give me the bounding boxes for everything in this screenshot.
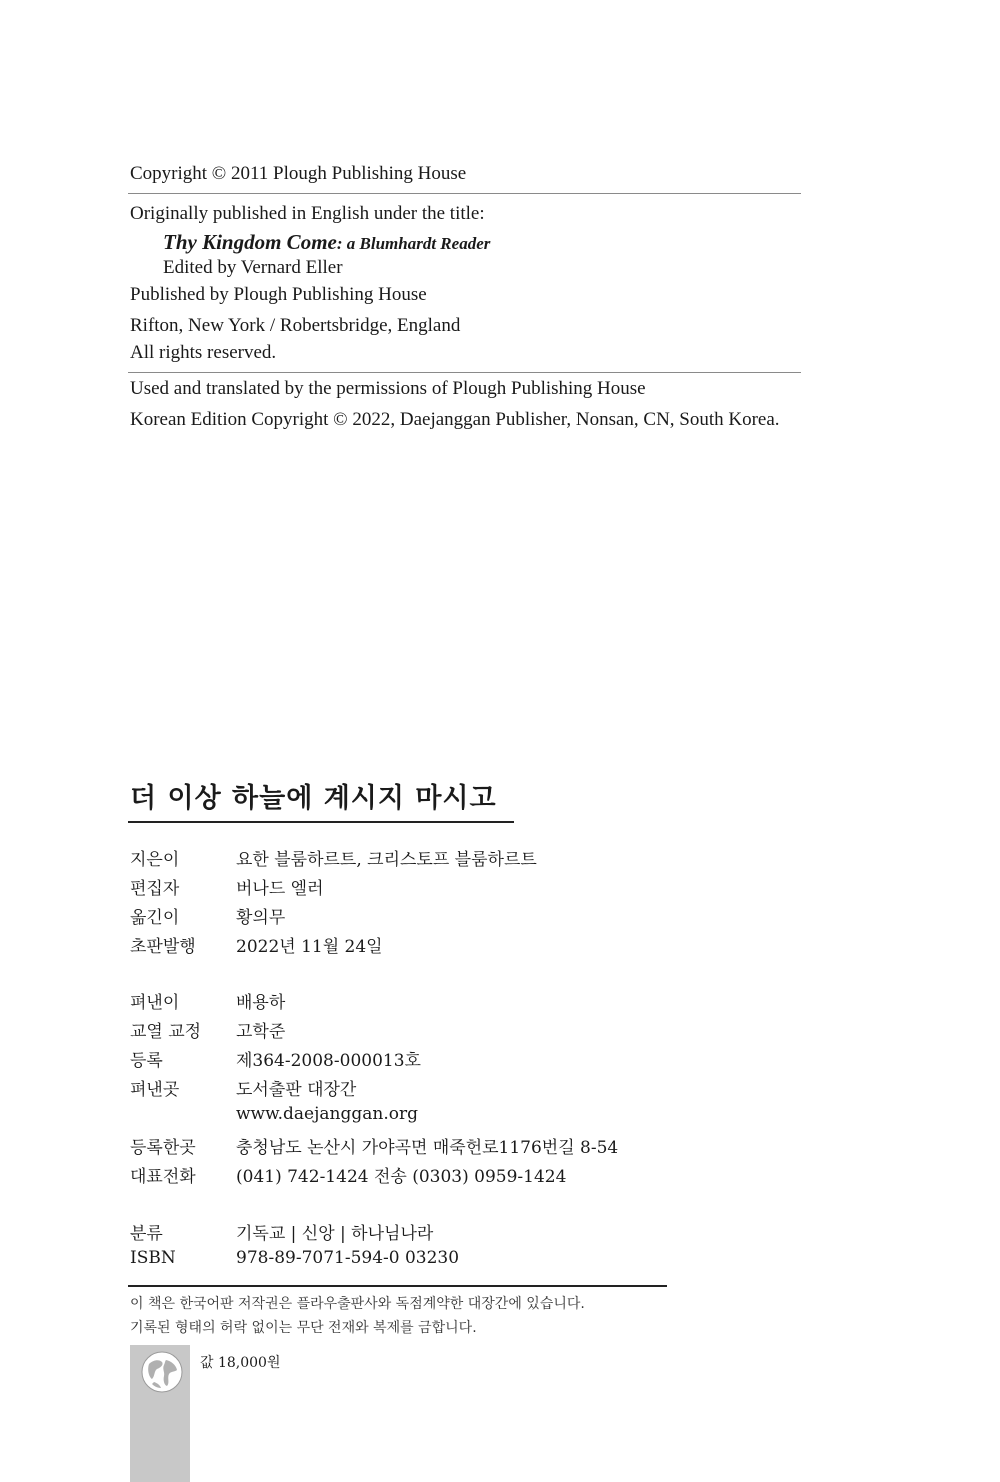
publisher-label: 펴낸이 — [130, 993, 180, 1013]
publisher-website: www.daejanggan.org — [236, 1104, 418, 1124]
credit-label: 초판발행 — [130, 937, 196, 957]
permission-line: Used and translated by the permissions of Plough Publishing House — [130, 378, 646, 399]
publisher-label: 펴낸곳 — [130, 1080, 180, 1100]
divider — [128, 372, 801, 373]
original-title-sub: : a Blumhardt Reader — [336, 234, 491, 253]
globe-logo-icon — [140, 1350, 184, 1394]
credit-label: 편집자 — [130, 879, 180, 899]
credit-value: 버나드 엘러 — [236, 879, 324, 899]
publisher-label: 교열 교정 — [130, 1022, 202, 1042]
divider — [128, 193, 801, 194]
original-title-intro: Originally published in English under the title: — [130, 203, 485, 224]
classification-value: 기독교 | 신앙 | 하나님나라 — [236, 1224, 434, 1244]
copyright-notice-line1: 이 책은 한국어판 저작권은 플라우출판사와 독점계약한 대장간에 있습니다. — [130, 1296, 585, 1312]
publisher-value: 도서출판 대장간 — [236, 1080, 357, 1100]
publisher-value: 제364-2008-000013호 — [236, 1051, 421, 1071]
publisher-value: 배용하 — [236, 993, 286, 1013]
copyright-notice-line2: 기록된 형태의 허락 없이는 무단 전재와 복제를 금합니다. — [130, 1320, 477, 1336]
korean-edition-copyright: Korean Edition Copyright © 2022, Daejanggan Publisher, Nonsan, CN, South Korea. — [130, 409, 780, 430]
credit-value: 2022년 11월 24일 — [236, 937, 383, 957]
published-by: Published by Plough Publishing House — [130, 284, 427, 305]
credit-label: 지은이 — [130, 850, 180, 870]
publisher-label: 대표전화 — [130, 1167, 196, 1187]
isbn-label: ISBN — [130, 1248, 176, 1268]
edited-by: Edited by Vernard Eller — [163, 257, 343, 278]
publisher-location: Rifton, New York / Robertsbridge, England — [130, 315, 461, 336]
original-title-main: Thy Kingdom Come — [163, 230, 337, 254]
price: 값 18,000원 — [200, 1355, 281, 1371]
notice-divider — [128, 1285, 667, 1287]
publisher-value: (041) 742-1424 전송 (0303) 0959-1424 — [236, 1167, 567, 1187]
original-title — [163, 230, 490, 255]
classification-label: 분류 — [130, 1224, 163, 1244]
title-underline — [128, 821, 514, 823]
rights-reserved: All rights reserved. — [130, 342, 277, 363]
publisher-value: 충청남도 논산시 가야곡면 매죽헌로1176번길 8-54 — [236, 1138, 619, 1158]
isbn-value: 978-89-7071-594-0 03230 — [236, 1248, 460, 1268]
credit-label: 옮긴이 — [130, 908, 180, 928]
publisher-value: 고학준 — [236, 1022, 286, 1042]
credit-value: 황의무 — [236, 908, 286, 928]
publisher-label: 등록한곳 — [130, 1138, 196, 1158]
credit-value: 요한 블룸하르트, 크리스토프 블룸하르트 — [236, 850, 537, 870]
publisher-label: 등록 — [130, 1051, 163, 1071]
book-title: 더 이상 하늘에 계시지 마시고 — [130, 783, 497, 814]
copyright-line: Copyright © 2011 Plough Publishing House — [130, 163, 467, 184]
